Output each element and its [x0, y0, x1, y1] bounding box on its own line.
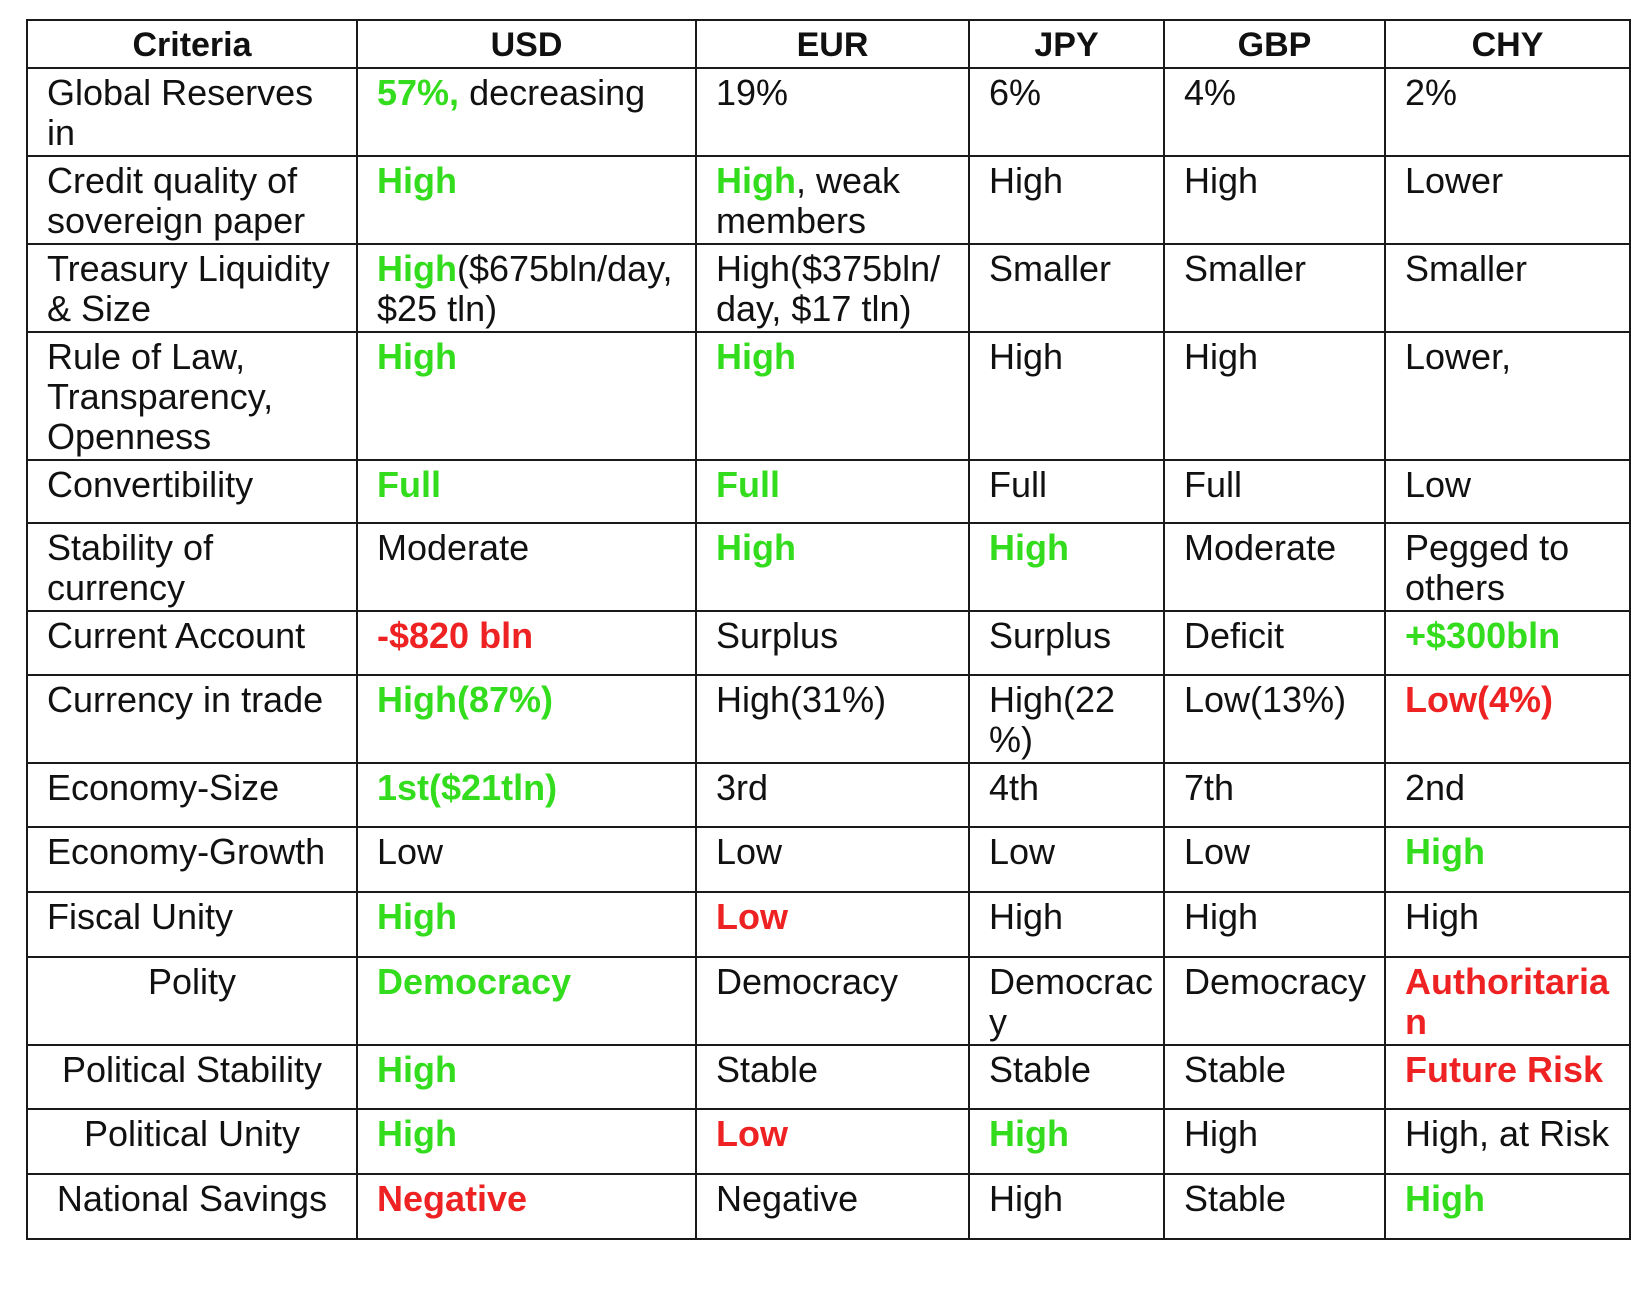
value-cell-usd — [357, 957, 696, 1045]
value-cell-gbp — [1164, 523, 1385, 611]
value-text: 6% — [989, 72, 1042, 113]
value-cell-usd — [357, 1174, 696, 1239]
table-row — [27, 611, 1630, 675]
highlighted-value: High — [716, 527, 796, 568]
highlighted-value: +$300bln — [1405, 615, 1561, 656]
value-cell-gbp — [1164, 957, 1385, 1045]
value-cell-eur — [696, 460, 969, 523]
value-text: Full — [1184, 464, 1243, 505]
value-cell-jpy — [969, 244, 1164, 332]
value-text: Full — [989, 464, 1048, 505]
value-text: Lower — [1405, 160, 1504, 201]
value-cell-usd — [357, 1109, 696, 1174]
value-text: High — [1184, 1113, 1259, 1154]
highlighted-value: High(87%) — [377, 679, 554, 720]
highlighted-value: High — [989, 1113, 1069, 1154]
table-body — [27, 68, 1630, 1239]
value-cell-chy — [1385, 892, 1630, 957]
value-text: Moderate — [1184, 527, 1337, 568]
value-text: Deficit — [1184, 615, 1285, 656]
value-text: Pegged to others — [1405, 527, 1570, 608]
value-cell-chy — [1385, 763, 1630, 827]
value-text: High — [989, 896, 1064, 937]
value-cell-usd — [357, 611, 696, 675]
value-cell-jpy — [969, 156, 1164, 244]
highlighted-value: 57%, — [377, 72, 460, 113]
criteria-cell: National Savings — [27, 1174, 357, 1239]
header-usd: USD — [357, 20, 696, 68]
table-row — [27, 332, 1630, 460]
value-cell-jpy — [969, 892, 1164, 957]
value-cell-usd — [357, 1045, 696, 1109]
highlighted-value: High — [377, 1113, 457, 1154]
value-text: High(31%) — [716, 679, 887, 720]
header-criteria: Criteria — [27, 20, 357, 68]
criteria-cell: Global Reserves in — [27, 68, 357, 156]
value-text: Low(13%) — [1184, 679, 1347, 720]
table-row — [27, 523, 1630, 611]
value-text: 7th — [1184, 767, 1235, 808]
highlighted-value: High — [716, 336, 796, 377]
value-cell-chy — [1385, 460, 1630, 523]
value-cell-eur — [696, 611, 969, 675]
value-cell-usd — [357, 460, 696, 523]
value-cell-chy — [1385, 332, 1630, 460]
header-chy: CHY — [1385, 20, 1630, 68]
value-text: Stable — [989, 1049, 1092, 1090]
value-cell-gbp — [1164, 611, 1385, 675]
value-cell-gbp — [1164, 332, 1385, 460]
value-cell-eur — [696, 1045, 969, 1109]
value-cell-usd — [357, 156, 696, 244]
value-cell-chy — [1385, 675, 1630, 763]
value-cell-jpy — [969, 1174, 1164, 1239]
value-cell-eur — [696, 957, 969, 1045]
value-cell-jpy — [969, 68, 1164, 156]
table-row — [27, 1109, 1630, 1174]
value-text: 2% — [1405, 72, 1458, 113]
value-text: ($675bln/day, $25 tln) — [377, 248, 673, 329]
value-text: High — [989, 336, 1064, 377]
highlighted-value: Low — [716, 896, 788, 937]
highlighted-value: Negative — [377, 1178, 528, 1219]
value-cell-jpy — [969, 1109, 1164, 1174]
highlighted-value: Low(4%) — [1405, 679, 1553, 720]
value-cell-jpy — [969, 957, 1164, 1045]
value-text: 19% — [716, 72, 789, 113]
value-text: High — [1184, 336, 1259, 377]
table-row — [27, 156, 1630, 244]
criteria-cell: Political Unity — [27, 1109, 357, 1174]
value-text: Moderate — [377, 527, 530, 568]
value-text: Low — [1405, 464, 1472, 505]
currency-comparison-table — [26, 19, 1631, 1240]
value-cell-usd — [357, 827, 696, 892]
value-cell-gbp — [1164, 892, 1385, 957]
highlighted-value: High — [377, 336, 457, 377]
value-text: High, at Risk — [1405, 1113, 1610, 1154]
value-cell-gbp — [1164, 1174, 1385, 1239]
table-row — [27, 827, 1630, 892]
value-cell-usd — [357, 763, 696, 827]
value-cell-chy — [1385, 957, 1630, 1045]
criteria-cell: Currency in trade — [27, 675, 357, 763]
highlighted-value: Democracy — [377, 961, 572, 1002]
value-cell-gbp — [1164, 1109, 1385, 1174]
criteria-cell: Current Account — [27, 611, 357, 675]
value-cell-eur — [696, 675, 969, 763]
value-cell-usd — [357, 244, 696, 332]
highlighted-value: 1st($21tln) — [377, 767, 558, 808]
criteria-cell: Treasury Liquidity & Size — [27, 244, 357, 332]
value-text: Surplus — [989, 615, 1112, 656]
value-text: High($375bln/ day, $17 tln) — [716, 248, 941, 329]
value-text: Lower, — [1405, 336, 1512, 377]
value-cell-chy — [1385, 1174, 1630, 1239]
criteria-cell: Convertibility — [27, 460, 357, 523]
value-text: Smaller — [989, 248, 1112, 289]
value-text: 4% — [1184, 72, 1237, 113]
value-cell-gbp — [1164, 244, 1385, 332]
value-cell-eur — [696, 827, 969, 892]
value-cell-eur — [696, 763, 969, 827]
highlighted-value: High — [989, 527, 1069, 568]
value-cell-eur — [696, 1174, 969, 1239]
highlighted-value: Full — [716, 464, 780, 505]
highlighted-value: High — [1405, 1178, 1485, 1219]
value-text: 3rd — [716, 767, 769, 808]
table-row — [27, 892, 1630, 957]
value-text: Low — [989, 831, 1056, 872]
value-cell-gbp — [1164, 827, 1385, 892]
table-row — [27, 68, 1630, 156]
value-cell-jpy — [969, 763, 1164, 827]
value-text: Smaller — [1405, 248, 1528, 289]
value-text: 2nd — [1405, 767, 1466, 808]
criteria-cell: Economy-Growth — [27, 827, 357, 892]
table-row — [27, 1045, 1630, 1109]
value-text: decreasing — [459, 72, 646, 113]
value-cell-chy — [1385, 244, 1630, 332]
value-text: 4th — [989, 767, 1040, 808]
table-row — [27, 1174, 1630, 1239]
value-text: Democracy — [716, 961, 899, 1002]
value-cell-jpy — [969, 523, 1164, 611]
table-row — [27, 957, 1630, 1045]
highlighted-value: Future Risk — [1405, 1049, 1604, 1090]
value-text: Stable — [716, 1049, 819, 1090]
criteria-cell: Economy-Size — [27, 763, 357, 827]
highlighted-value: High — [377, 896, 457, 937]
value-cell-eur — [696, 1109, 969, 1174]
value-text: Stable — [1184, 1178, 1287, 1219]
table-row — [27, 244, 1630, 332]
value-cell-gbp — [1164, 460, 1385, 523]
header-gbp: GBP — [1164, 20, 1385, 68]
criteria-cell: Stability of currency — [27, 523, 357, 611]
value-cell-eur — [696, 332, 969, 460]
value-cell-chy — [1385, 611, 1630, 675]
value-text: , weak members — [716, 160, 901, 241]
table-row — [27, 675, 1630, 763]
value-cell-chy — [1385, 68, 1630, 156]
highlighted-value: -$820 bln — [377, 615, 534, 656]
criteria-cell: Polity — [27, 957, 357, 1045]
highlighted-value: Full — [377, 464, 441, 505]
value-cell-usd — [357, 892, 696, 957]
comparison-table-wrapper — [26, 19, 1631, 1240]
value-cell-eur — [696, 892, 969, 957]
value-cell-usd — [357, 332, 696, 460]
value-cell-chy — [1385, 523, 1630, 611]
header-eur: EUR — [696, 20, 969, 68]
value-cell-jpy — [969, 827, 1164, 892]
value-cell-usd — [357, 523, 696, 611]
value-cell-eur — [696, 68, 969, 156]
value-text: High — [1405, 896, 1480, 937]
value-cell-jpy — [969, 611, 1164, 675]
value-text: Democracy — [1184, 961, 1367, 1002]
criteria-cell: Political Stability — [27, 1045, 357, 1109]
table-row — [27, 460, 1630, 523]
value-text: Low — [716, 831, 783, 872]
value-cell-chy — [1385, 1045, 1630, 1109]
highlighted-value: High — [1405, 831, 1485, 872]
value-cell-gbp — [1164, 675, 1385, 763]
highlighted-value: Authoritarian — [1405, 961, 1610, 1042]
highlighted-value: Low — [716, 1113, 788, 1154]
criteria-cell: Fiscal Unity — [27, 892, 357, 957]
value-text: High — [1184, 896, 1259, 937]
value-cell-eur — [696, 156, 969, 244]
value-text: High — [989, 160, 1064, 201]
highlighted-value: High — [377, 1049, 457, 1090]
value-text: Stable — [1184, 1049, 1287, 1090]
value-cell-jpy — [969, 675, 1164, 763]
value-text: Low — [1184, 831, 1251, 872]
value-text: High — [989, 1178, 1064, 1219]
criteria-cell: Credit quality of sovereign paper — [27, 156, 357, 244]
value-text: Surplus — [716, 615, 839, 656]
value-cell-eur — [696, 523, 969, 611]
table-row — [27, 763, 1630, 827]
header-jpy: JPY — [969, 20, 1164, 68]
value-cell-gbp — [1164, 156, 1385, 244]
value-text: Low — [377, 831, 444, 872]
value-cell-usd — [357, 675, 696, 763]
value-text: Democracy — [989, 961, 1154, 1042]
value-cell-chy — [1385, 1109, 1630, 1174]
value-cell-gbp — [1164, 68, 1385, 156]
criteria-cell: Rule of Law, Transparency, Openness — [27, 332, 357, 460]
highlighted-value: High — [716, 160, 796, 201]
value-cell-usd — [357, 68, 696, 156]
value-cell-chy — [1385, 827, 1630, 892]
value-cell-jpy — [969, 460, 1164, 523]
highlighted-value: High — [377, 160, 457, 201]
value-text: High — [1184, 160, 1259, 201]
value-cell-chy — [1385, 156, 1630, 244]
value-text: Smaller — [1184, 248, 1307, 289]
value-cell-jpy — [969, 332, 1164, 460]
value-cell-eur — [696, 244, 969, 332]
highlighted-value: High — [377, 248, 457, 289]
value-text: Negative — [716, 1178, 859, 1219]
value-cell-jpy — [969, 1045, 1164, 1109]
value-text: High(22 %) — [989, 679, 1116, 760]
value-cell-gbp — [1164, 1045, 1385, 1109]
value-cell-gbp — [1164, 763, 1385, 827]
header-row — [27, 20, 1630, 68]
